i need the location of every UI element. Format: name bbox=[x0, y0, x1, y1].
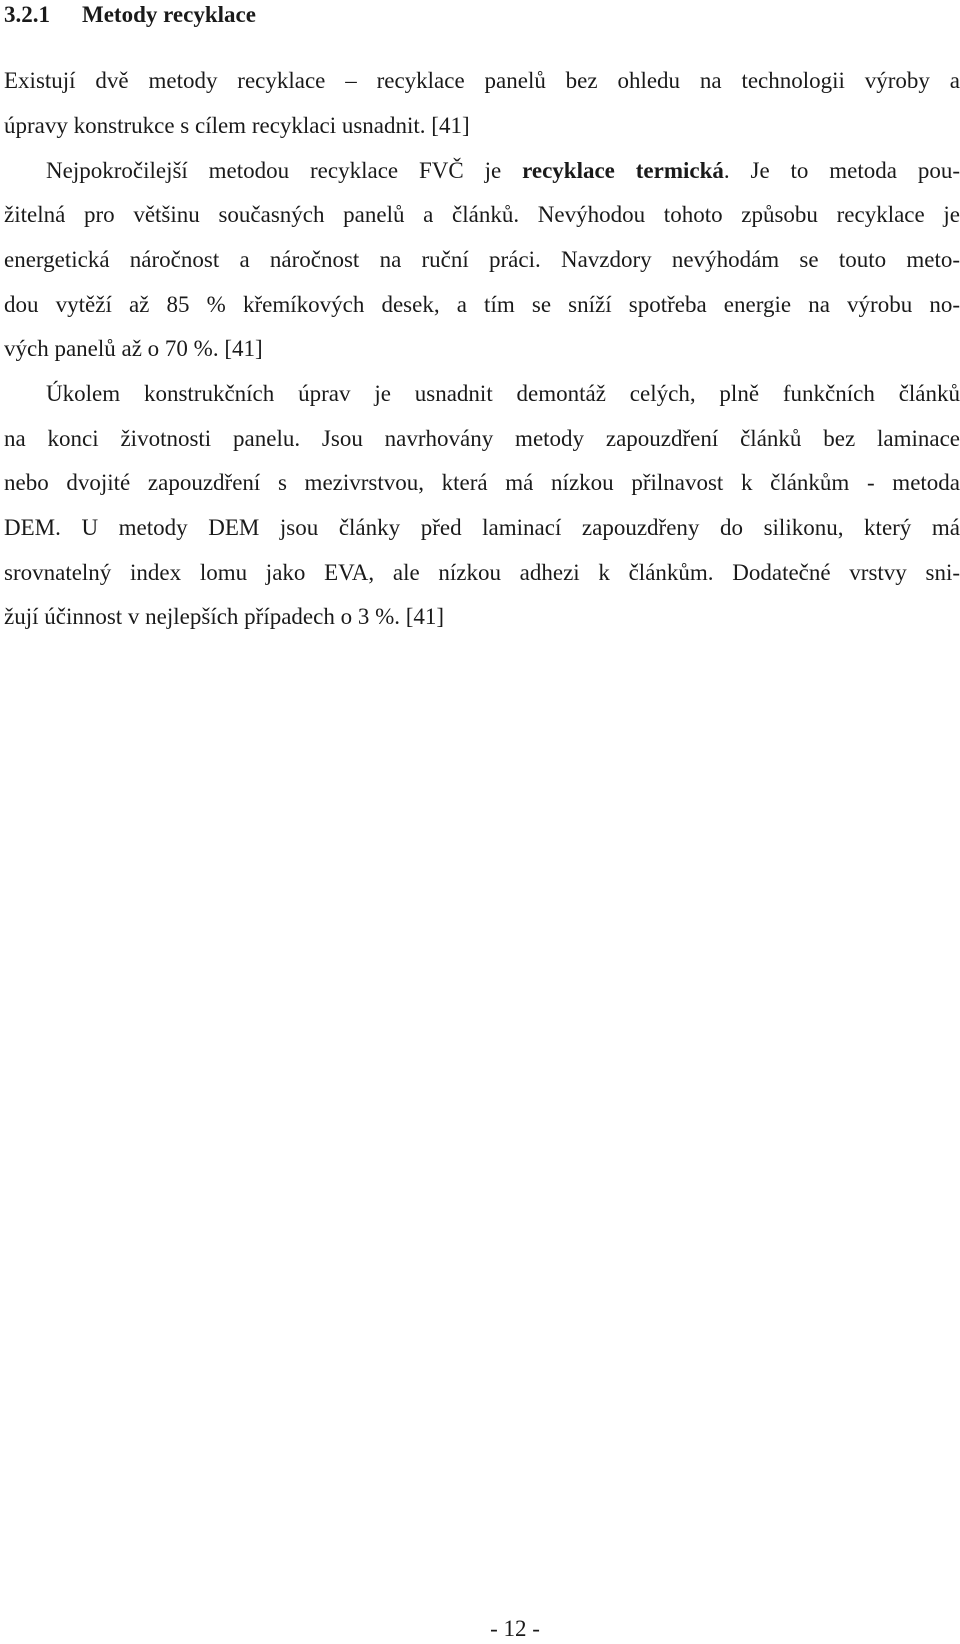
paragraph-line: DEM. U metody DEM jsou články před laminací zapouzdřeny do silikonu, který má bbox=[4, 515, 960, 540]
paragraph-line: na konci životnosti panelu. Jsou navrhovány metody zapouzdření článků bez laminace bbox=[4, 426, 960, 451]
paragraph-line: Úkolem konstrukčních úprav je usnadnit demontáž celých, plně funkčních článků bbox=[46, 381, 960, 406]
paragraph-line: žitelná pro většinu současných panelů a článků. Nevýhodou tohoto způsobu recyklace je bbox=[4, 202, 960, 227]
paragraph-line bbox=[46, 156, 960, 186]
paragraph-line: nebo dvojité zapouzdření s mezivrstvou, která má nízkou přilnavost k článkům - metoda bbox=[4, 470, 960, 495]
paragraph-line: Existují dvě metody recyklace – recyklace panelů bez ohledu na technologii výroby a bbox=[4, 68, 960, 93]
paragraph-line: srovnatelný index lomu jako EVA, ale nízkou adhezi k článkům. Dodatečné vrstvy sni- bbox=[4, 560, 960, 585]
bold-term: recyklace termická bbox=[522, 158, 724, 183]
paragraph-line: energetická náročnost a náročnost na ruční práci. Navzdory nevýhodám se touto meto- bbox=[4, 247, 960, 272]
paragraph-line: úpravy konstrukce s cílem recyklaci usnadnit. [41] bbox=[4, 113, 470, 138]
section-title: Metody recyklace bbox=[82, 2, 256, 27]
paragraph-line: dou vytěží až 85 % křemíkových desek, a tím se sníží spotřeba energie na výrobu no- bbox=[4, 292, 960, 317]
section-number: 3.2.1 bbox=[4, 2, 50, 27]
page-number: - 12 - bbox=[490, 1616, 540, 1641]
paragraph-line: žují účinnost v nejlepších případech o 3 %. [41] bbox=[4, 604, 445, 629]
text-run: . Je to metoda pou- bbox=[723, 158, 960, 183]
text-run: Nejpokročilejší metodou recyklace FVČ je bbox=[46, 158, 523, 183]
section-heading bbox=[4, 0, 256, 30]
paragraph-line: vých panelů až o 70 %. [41] bbox=[4, 336, 263, 361]
